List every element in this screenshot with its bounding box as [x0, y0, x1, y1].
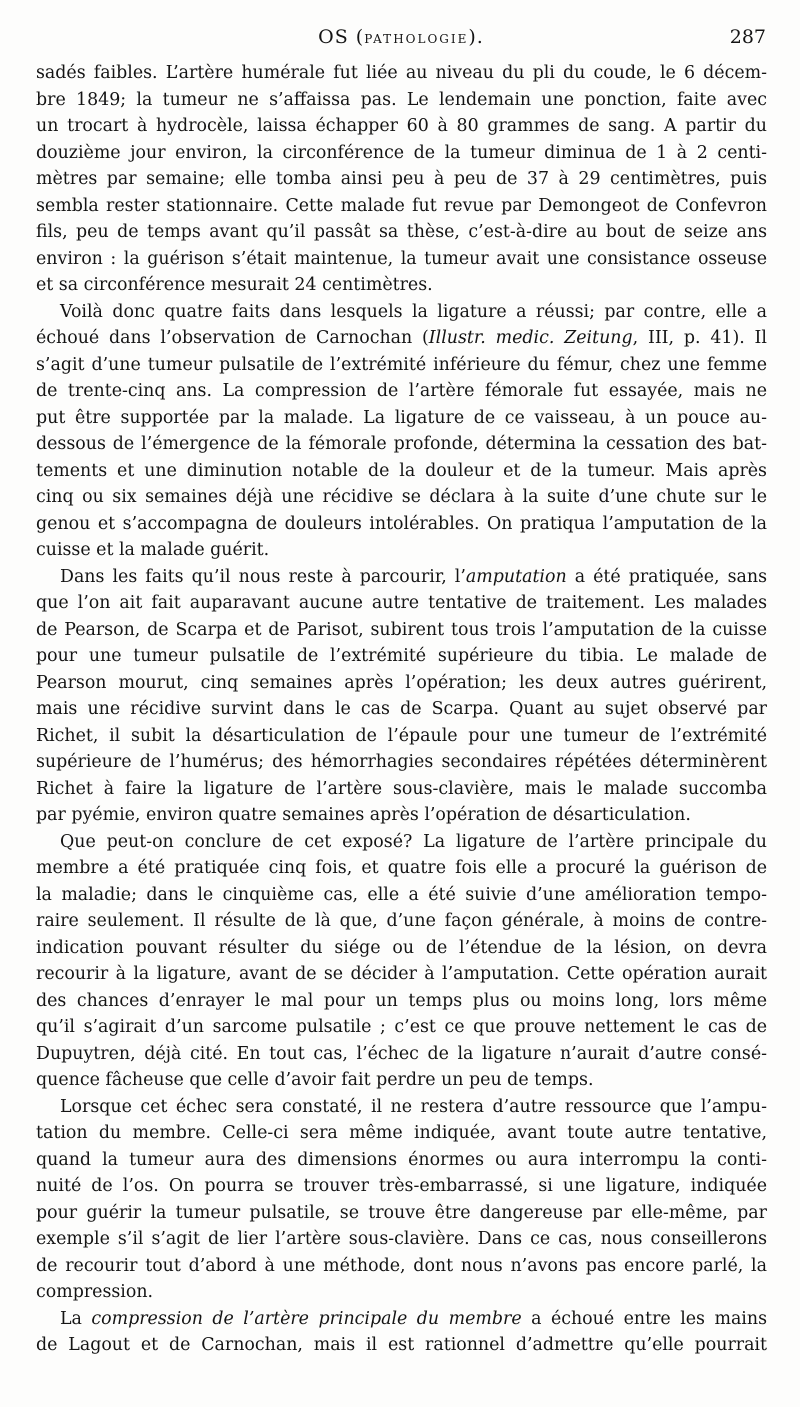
text-segment: Pearson mourut, cinq semaines après l’opération; les deux autres guérirent,	[36, 672, 767, 693]
text-segment: exemple s’il s’agit de lier l’artère sous-clavière. Dans ce cas, nous conseillerons	[36, 1229, 767, 1249]
text-line	[36, 1147, 767, 1174]
text-line	[36, 1200, 767, 1227]
text-segment: fils, peu de temps avant qu’il passât sa thèse, c’est-à-dire au bout de seize ans	[36, 222, 767, 242]
text-segment: cuisse et la malade guérit.	[36, 540, 270, 560]
text-segment: Que peut-on conclure de cet exposé? La ligature de l’artère principale du	[60, 831, 767, 852]
text-segment: indication pouvant résulter du siége ou de l’étendue de la lésion, on devra	[36, 937, 767, 958]
text-segment: mètres par semaine; elle tomba ainsi peu à peu de 37 à 29 centimètres, puis	[36, 169, 767, 189]
text-line	[36, 113, 767, 140]
text-line	[36, 564, 767, 591]
text-segment: de Pearson, de Scarpa et de Parisot, subirent tous trois l’amputation de la cuisse	[36, 619, 767, 640]
running-title-main: OS (	[318, 26, 365, 48]
text-line	[36, 1226, 767, 1253]
text-segment: compression.	[36, 1282, 154, 1302]
text-line	[36, 829, 767, 856]
text-line	[36, 908, 767, 935]
text-segment: a échoué entre les mains	[521, 1308, 767, 1329]
text-segment: mais une récidive survint dans le cas de Scarpa. Quant au sujet observé par	[36, 699, 767, 719]
text-line	[36, 378, 767, 405]
italic-text: compression de l’artère principale du membre	[91, 1308, 522, 1329]
text-segment: de Lagout et de Carnochan, mais il est rationnel d’admettre qu’elle pourrait	[36, 1335, 767, 1355]
text-line	[36, 935, 767, 962]
text-segment: échoué dans l’observation de Carnochan (	[36, 328, 429, 348]
text-line	[36, 617, 767, 644]
text-segment: La	[60, 1308, 92, 1329]
text-line	[36, 1173, 767, 1200]
text-segment: sembla rester stationnaire. Cette malade fut revue par Demongeot de Confevron	[36, 195, 767, 216]
text-line	[36, 855, 767, 882]
text-line	[36, 1279, 767, 1306]
text-segment: de recourir tout d’abord à une méthode, dont nous n’avons pas encore parlé, la	[36, 1255, 767, 1276]
text-line	[36, 352, 767, 379]
text-line	[36, 166, 767, 193]
text-segment: bre 1849; la tumeur ne s’affaissa pas. Le lendemain une ponction, faite avec	[36, 89, 767, 110]
text-line	[36, 87, 767, 114]
running-header	[36, 22, 766, 52]
text-line	[36, 484, 767, 511]
text-line	[36, 299, 767, 326]
text-line	[36, 1094, 767, 1121]
text-segment: des chances d’enrayer le mal pour un temps plus ou moins long, lors même	[36, 990, 767, 1011]
text-segment: que l’on ait fait auparavant aucune autre tentative de traitement. Les malades	[36, 593, 767, 613]
text-segment: tation du membre. Celle-ci sera même indiquée, avant toute autre tentative,	[36, 1123, 767, 1143]
text-line	[36, 60, 767, 87]
text-line	[36, 219, 767, 246]
text-line	[36, 193, 767, 220]
italic-text: Illustr. medic. Zeitung	[428, 328, 633, 348]
text-segment: douzième jour environ, la circonférence de la tumeur diminua de 1 à 2 centi-	[36, 142, 767, 163]
text-segment: quence fâcheuse que celle d’avoir fait perdre un peu de temps.	[36, 1070, 594, 1090]
text-segment: Dupuytren, déjà cité. En tout cas, l’échec de la ligature n’aurait d’autre consé-	[36, 1043, 767, 1064]
text-segment: Dans les faits qu’il nous reste à parcourir, l’	[60, 566, 466, 587]
text-segment: qu’il s’agirait d’un sarcome pulsatile ; c’est ce que prouve nettement le cas de	[36, 1017, 767, 1037]
text-line	[36, 140, 767, 167]
page-number: 287	[729, 26, 766, 48]
text-segment: tements et une diminution notable de la douleur et de la tumeur. Mais après	[36, 460, 767, 481]
text-segment: un trocart à hydrocèle, laissa échapper 60 à 80 grammes de sang. A partir du	[36, 116, 767, 136]
text-segment: et sa circonférence mesurait 24 centimètres.	[36, 275, 433, 295]
text-line	[36, 988, 767, 1015]
text-segment: Richet à faire la ligature de l’artère sous-clavière, mais le malade succomba	[36, 778, 767, 799]
running-title-small-caps: PATHOLOGIE	[364, 32, 469, 46]
text-segment: environ : la guérison s’était maintenue, la tumeur avait une consistance osseuse	[36, 248, 767, 269]
text-line	[36, 961, 767, 988]
text-line	[36, 1067, 767, 1094]
text-segment: genou et s’accompagna de douleurs intolérables. On pratiqua l’amputation de la	[36, 513, 767, 534]
body-text	[36, 60, 767, 1359]
text-segment: recourir à la ligature, avant de se décider à l’amputation. Cette opération aurait	[36, 964, 767, 984]
text-line	[36, 882, 767, 909]
text-segment: s’agit d’une tumeur pulsatile de l’extrémité inférieure du fémur, chez une femme	[36, 354, 767, 375]
text-line	[36, 325, 767, 352]
text-line	[36, 1253, 767, 1280]
text-segment: de trente-cinq ans. La compression de l’artère fémorale fut essayée, mais ne	[36, 381, 767, 401]
text-line	[36, 1120, 767, 1147]
text-line	[36, 272, 767, 299]
text-line	[36, 696, 767, 723]
text-line	[36, 246, 767, 273]
running-title	[36, 26, 766, 48]
text-line	[36, 749, 767, 776]
text-line	[36, 431, 767, 458]
text-line	[36, 458, 767, 485]
text-segment: cinq ou six semaines déjà une récidive se déclara à la suite d’une chute sur le	[36, 487, 767, 507]
text-line	[36, 776, 767, 803]
text-segment: a été pratiquée, sans	[566, 566, 767, 587]
text-segment: Richet, il subit la désarticulation de l’épaule pour une tumeur de l’extrémité	[36, 725, 767, 746]
text-line	[36, 405, 767, 432]
text-line	[36, 511, 767, 538]
text-line	[36, 537, 767, 564]
text-line	[36, 1332, 767, 1359]
text-segment: la maladie; dans le cinquième cas, elle a été suivie d’une amélioration tempo-	[36, 884, 767, 905]
text-line	[36, 723, 767, 750]
running-title-end: ).	[468, 26, 484, 48]
text-line	[36, 590, 767, 617]
text-line	[36, 1041, 767, 1068]
text-line	[36, 1014, 767, 1041]
text-segment: par pyémie, environ quatre semaines après l’opération de désarticulation.	[36, 805, 691, 825]
text-segment: pour une tumeur pulsatile de l’extrémité supérieure du tibia. Le malade de	[36, 646, 767, 666]
text-segment: membre a été pratiquée cinq fois, et quatre fois elle a procuré la guérison de	[36, 858, 767, 878]
text-line	[36, 1306, 767, 1333]
text-segment: nuité de l’os. On pourra se trouver très-embarrassé, si une ligature, indiquée	[36, 1176, 767, 1196]
text-segment: pour guérir la tumeur pulsatile, se trouve être dangereuse par elle-même, par	[36, 1202, 767, 1223]
text-line	[36, 643, 767, 670]
text-segment: Lorsque cet échec sera constaté, il ne restera d’autre ressource que l’ampu-	[60, 1096, 767, 1117]
text-segment: dessous de l’émergence de la fémorale profonde, détermina la cessation des bat-	[36, 434, 767, 454]
text-segment: raire seulement. Il résulte de là que, d’une façon générale, à moins de contre-	[36, 911, 767, 931]
text-segment: Voilà donc quatre faits dans lesquels la ligature a réussi; par contre, elle a	[60, 301, 767, 322]
italic-text: amputation	[465, 566, 567, 587]
text-segment: sadés faibles. L’artère humérale fut liée au niveau du pli du coude, le 6 décem-	[36, 63, 767, 83]
text-segment: supérieure de l’humérus; des hémorrhagies secondaires répétées déterminèrent	[36, 752, 767, 772]
text-line	[36, 670, 767, 697]
text-segment: put être supportée par la malade. La ligature de ce vaisseau, à un pouce au-	[36, 407, 767, 428]
text-line	[36, 802, 767, 829]
text-segment: quand la tumeur aura des dimensions énormes ou aura interrompu la conti-	[36, 1149, 767, 1170]
text-segment: , III, p. 41). Il	[632, 328, 767, 348]
